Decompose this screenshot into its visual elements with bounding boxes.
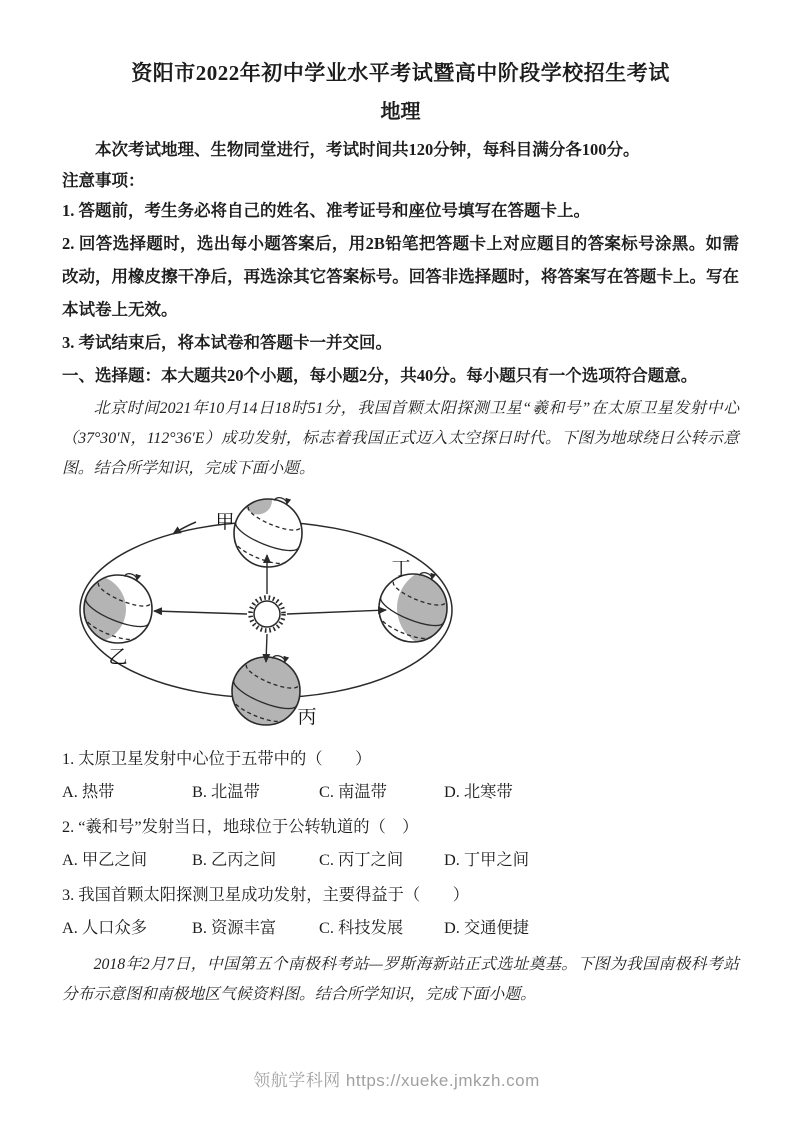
label-bing: 丙 [297,707,317,728]
earth-revolution-diagram [68,488,739,740]
note-3: 3. 考试结束后，将本试卷和答题卡一并交回。 [62,333,392,352]
exam-title: 资阳市2022年初中学业水平考试暨高中阶段学校招生考试 [131,61,670,85]
question-3-stem: 3. 我国首颗太阳探测卫星成功发射，主要得益于（ ） [62,885,470,904]
option-d: D. 交通便捷 [444,918,530,937]
exam-intro: 本次考试地理、生物同堂进行，考试时间共120分钟，每科目满分各100分。 [95,140,640,159]
earth-position-jia [227,488,314,571]
question-1 [62,742,739,808]
question-2 [62,810,739,876]
sun-icon [251,598,284,631]
option-a: A. 热带 [62,782,115,801]
exam-subject: 地理 [380,101,421,123]
option-c: C. 科技发展 [319,918,404,937]
watermark: 领航学科网 https://xueke.jmkzh.com [253,1071,540,1090]
option-a: A. 甲乙之间 [62,850,148,869]
option-b: B. 北温带 [192,782,260,801]
question-1-options [62,775,739,808]
question-1-stem: 1. 太原卫星发射中心位于五带中的（ ） [62,749,372,768]
question-3 [62,878,739,944]
passage-1: 北京时间2021年10月14日18时51分，我国首颗太阳探测卫星“羲和号”在太原卫星发射中心（37°30′N，112°36′E）成功发射，标志着我国正式迈入太空探日时代。下图为地球绕日公转示意图。结合所学知识，完成下面小题。 [62,400,739,477]
label-jia: 甲 [215,512,235,533]
note-2: 2. 回答选择题时，选出每小题答案后，用2B铅笔把答题卡上对应题目的答案标号涂黑。如需改动，用橡皮擦干净后，再选涂其它答案标号。回答非选择题时，将答案写在答题卡上。写在本试卷上无效。 [62,234,739,319]
notes-heading: 注意事项： [62,171,145,190]
option-b: B. 乙丙之间 [192,850,277,869]
passage-2: 2018年2月7日，中国第五个南极科考站—罗斯海新站正式选址奠基。下图为我国南极科考站分布示意图和南极地区气候资料图。结合所学知识，完成下面小题。 [62,956,739,1003]
option-c: C. 丙丁之间 [319,850,404,869]
earth-position-yi [68,562,163,647]
question-3-options [62,911,739,944]
option-b: B. 资源丰富 [192,918,277,937]
orbit-direction-arrow-icon [173,522,196,534]
orbit-diagram-svg [68,488,488,740]
label-yi: 乙 [108,647,128,668]
question-2-options [62,843,739,876]
option-a: A. 人口众多 [62,918,148,937]
option-d: D. 北寒带 [444,782,513,801]
note-1: 1. 答题前，考生务必将自己的姓名、准考证号和座位号填写在答题卡上。 [62,201,590,220]
question-2-stem: 2. “羲和号”发射当日，地球位于公转轨道的（ ） [62,817,419,836]
label-ding: 丁 [391,559,411,580]
option-d: D. 丁甲之间 [444,850,530,869]
option-c: C. 南温带 [319,782,387,801]
section-1-heading: 一、选择题：本大题共20个小题，每小题2分，共40分。每小题只有一个选项符合题意。 [62,366,698,385]
earth-position-ding [372,561,477,648]
